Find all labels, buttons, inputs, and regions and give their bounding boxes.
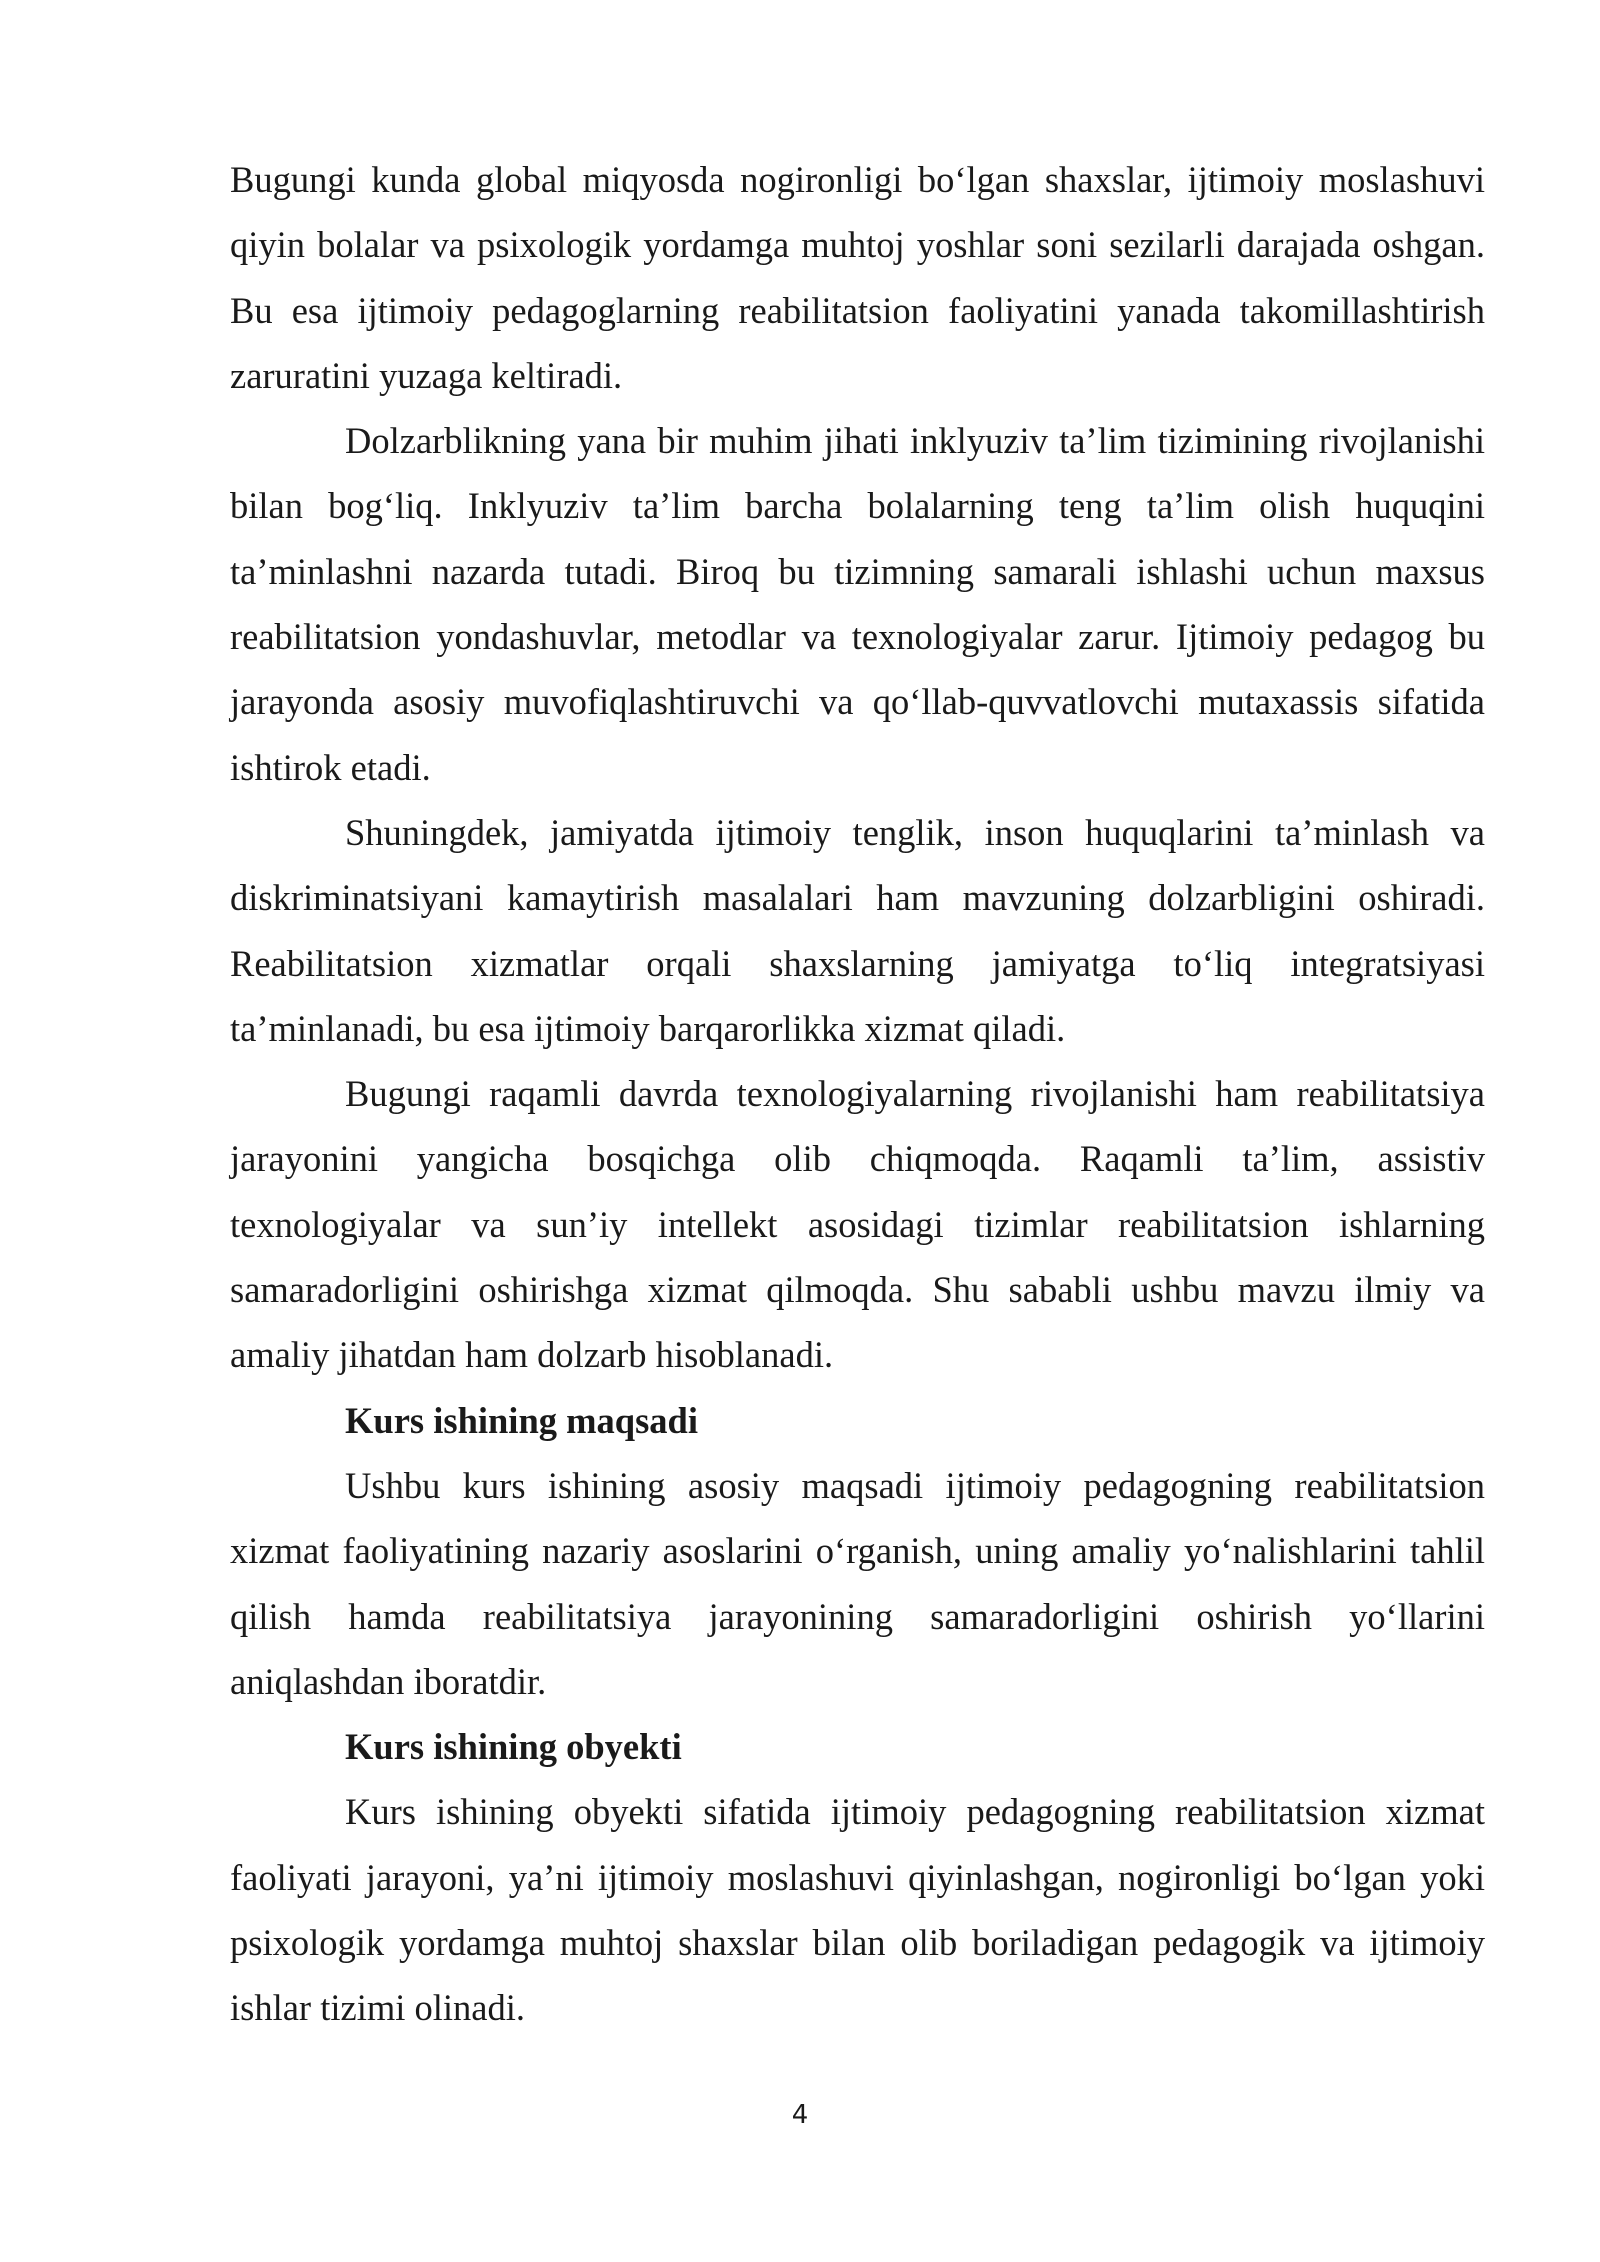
paragraph-digital-era: Bugungi raqamli davrda texnologiyalarning rivojlanishi ham reabilitatsiya jarayonini yangicha bosqichga olib chiqmoqda. Raqamli ta’lim, assistiv texnologiyalar va sun’iy intellekt asosidagi tizimlar reabilitatsion ishlarning samaradorligini oshirishga xizmat qilmoqda. Shu sababli ushbu mavzu ilmiy va amaliy jihatdan ham dolzarb hisoblanadi. bbox=[230, 1073, 1485, 1376]
paragraph-social-equality: Shuningdek, jamiyatda ijtimoiy tenglik, inson huquqlarini ta’minlash va diskriminatsiyani kamaytirish masalalari ham mavzuning dolzarbligini oshiradi. Reabilitatsion xizmatlar orqali shaxslarning jamiyatga to‘liq integratsiyasi ta’minlanadi, bu esa ijtimoiy barqarorlikka xizmat qiladi. bbox=[230, 811, 1485, 1049]
document-page bbox=[230, 147, 1485, 2041]
heading-course-object: Kurs ishining obyekti bbox=[345, 1726, 682, 1768]
paragraph-course-object: Kurs ishining obyekti sifatida ijtimoiy pedagogning reabilitatsion xizmat faoliyati jarayoni, ya’ni ijtimoiy moslashuvi qiyinlashgan, nogironligi bo‘lgan yoki psixologik yordamga muhtoj shaxslar bilan olib boriladigan pedagogik va ijtimoiy ishlar tizimi olinadi. bbox=[230, 1791, 1485, 2029]
paragraph-inclusive-education: Dolzarblikning yana bir muhim jihati inklyuziv ta’lim tizimining rivojlanishi bilan bog‘liq. Inklyuziv ta’lim barcha bolalarning teng ta’lim olish huquqini ta’minlashni nazarda tutadi. Biroq bu tizimning samarali ishlashi uchun maxsus reabilitatsion yondashuvlar, metodlar va texnologiyalar zarur. Ijtimoiy pedagog bu jarayonda asosiy muvofiqlashtiruvchi va qo‘llab-quvvatlovchi mutaxassis sifatida ishtirok etadi. bbox=[230, 420, 1485, 788]
heading-course-goal: Kurs ishining maqsadi bbox=[345, 1399, 698, 1441]
paragraph-course-goal: Ushbu kurs ishining asosiy maqsadi ijtimoiy pedagogning reabilitatsion xizmat faoliyatining nazariy asoslarini o‘rganish, uning amaliy yo‘nalishlarini tahlil qilish hamda reabilitatsiya jarayonining samaradorligini oshirish yo‘llarini aniqlashdan iboratdir. bbox=[230, 1464, 1485, 1702]
paragraph-intro: Bugungi kunda global miqyosda nogironligi bo‘lgan shaxslar, ijtimoiy moslashuvi qiyin bolalar va psixologik yordamga muhtoj yoshlar soni sezilarli darajada oshgan. Bu esa ijtimoiy pedagoglarning reabilitatsion faoliyatini yanada takomillashtirish zaruratini yuzaga keltiradi. bbox=[230, 159, 1485, 396]
page-number: 4 bbox=[791, 2100, 809, 2130]
